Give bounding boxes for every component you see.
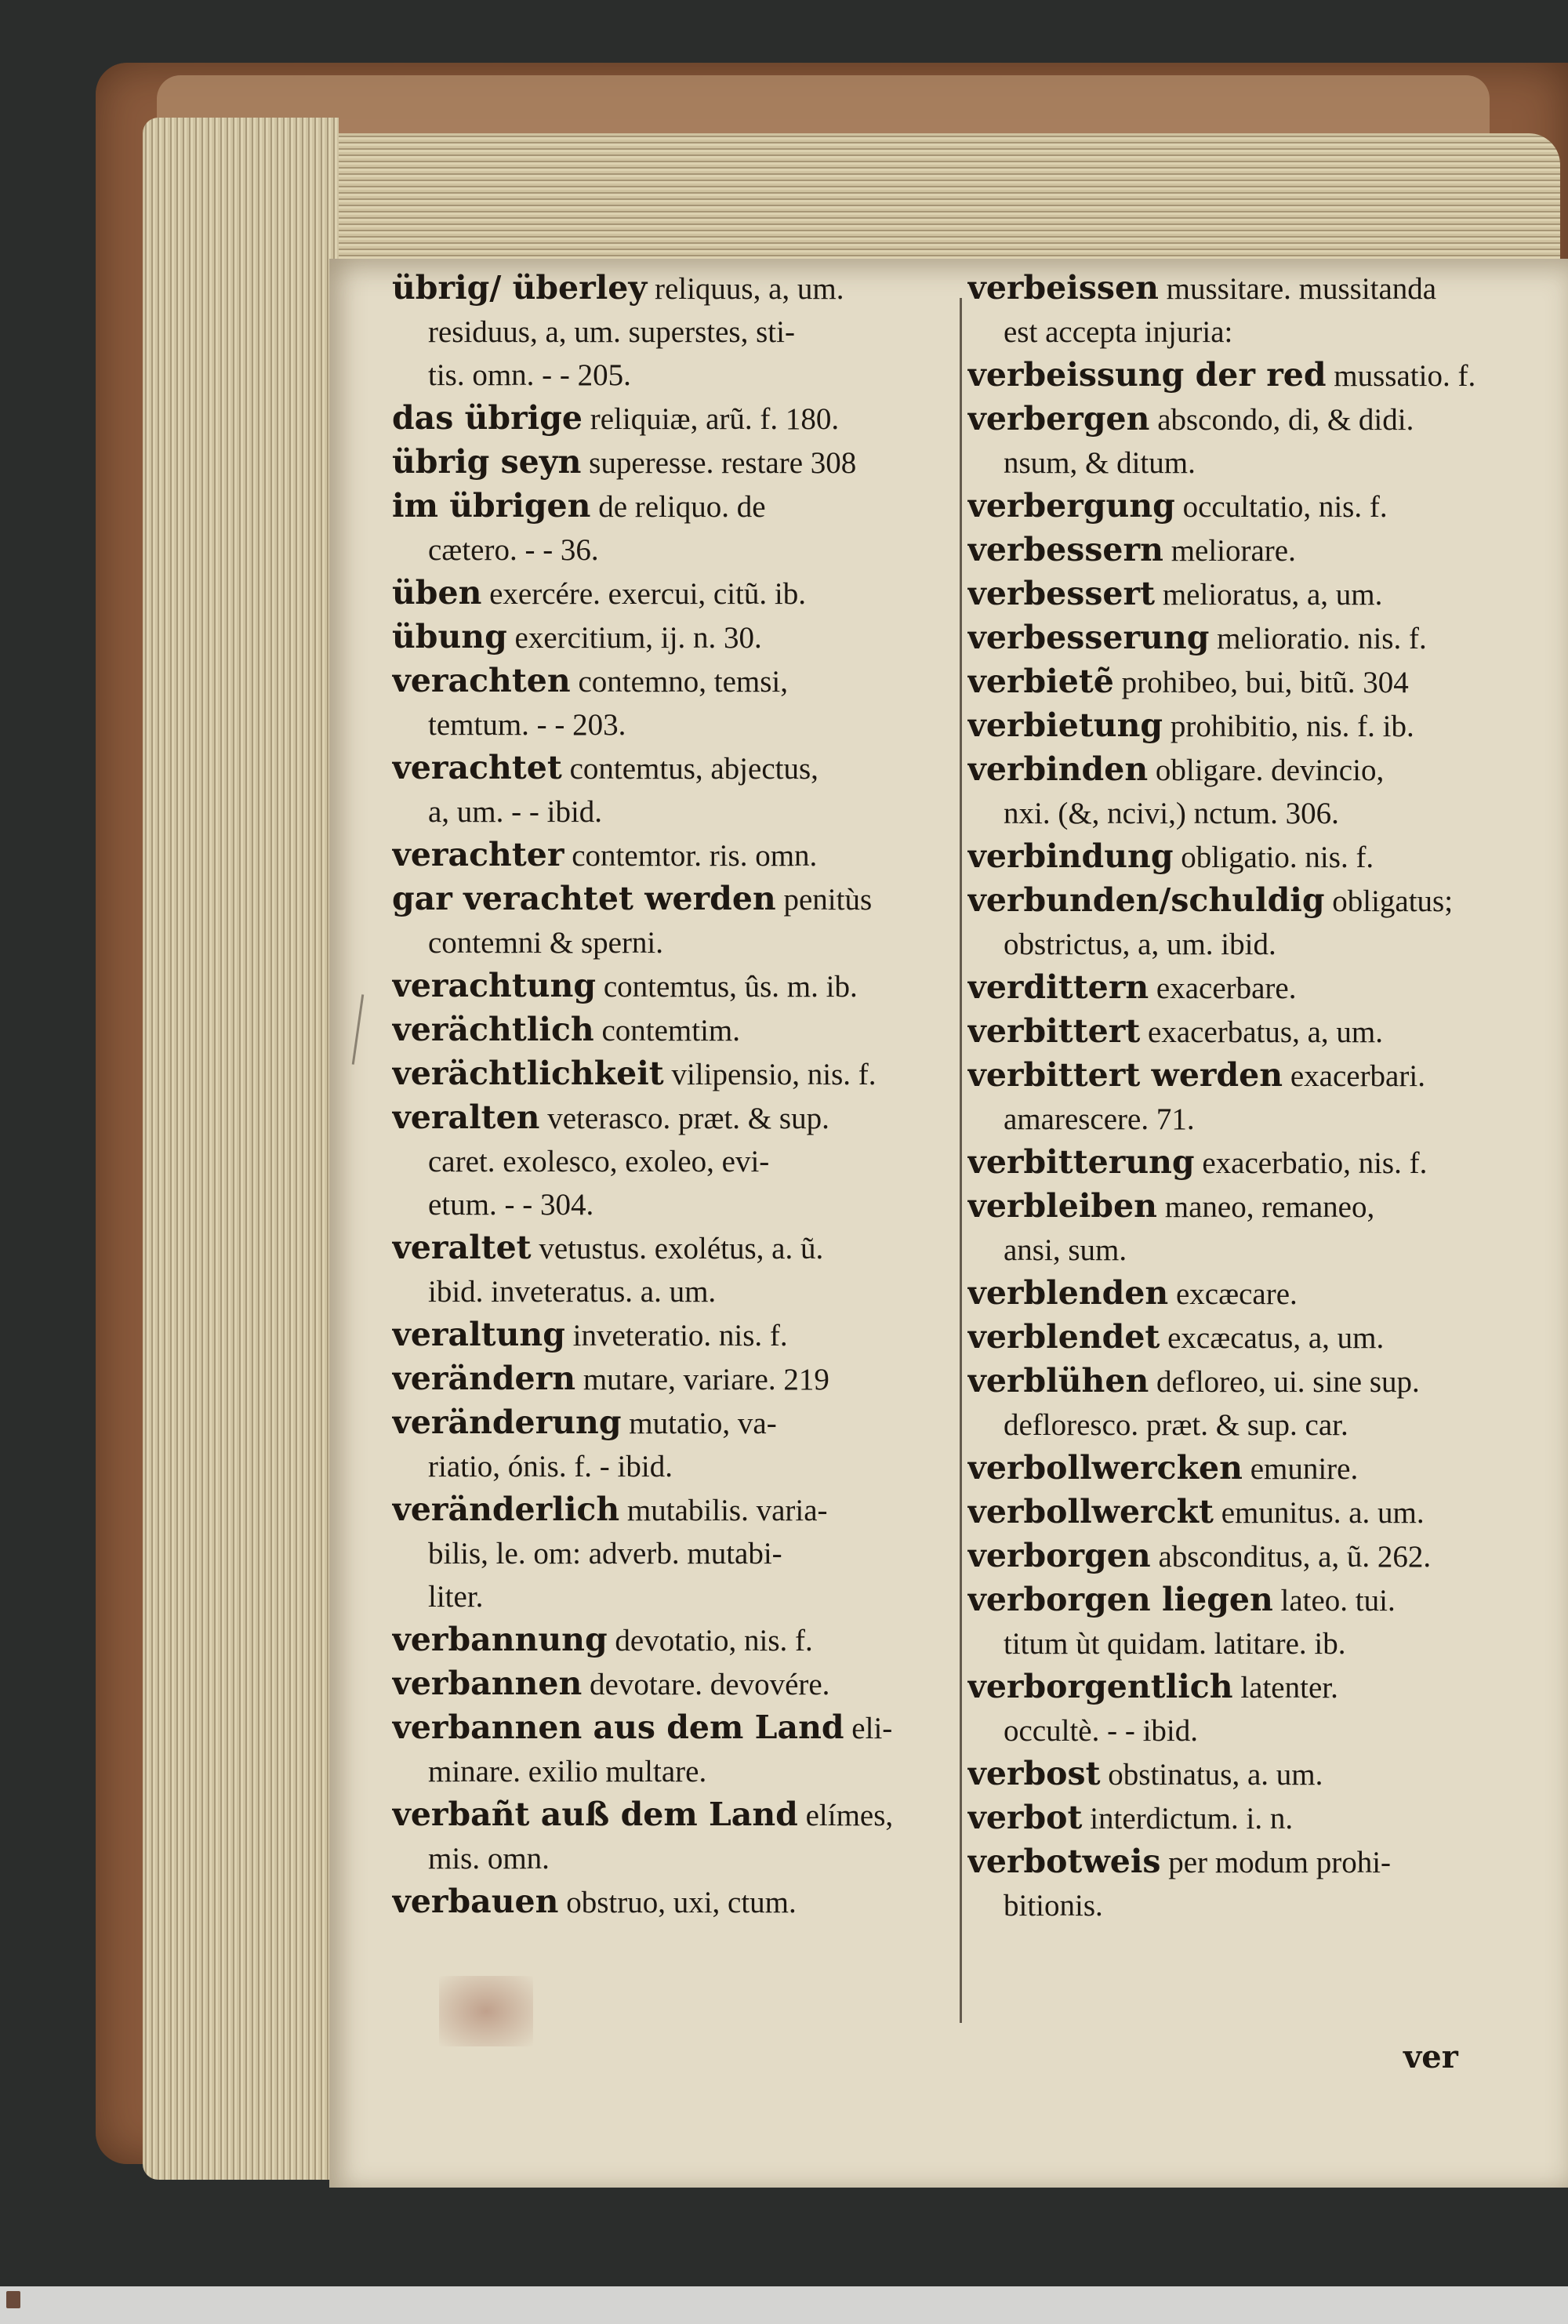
headword: verächtlichkeit: [392, 1055, 664, 1092]
headword: verbittert: [967, 1012, 1141, 1050]
latin-gloss: obligatio. nis. f.: [1173, 841, 1374, 874]
headword: verbessern: [967, 531, 1163, 568]
latin-gloss: mussitare. mussitanda: [1158, 272, 1437, 306]
headword: verblühen: [967, 1362, 1149, 1400]
dictionary-entry: [967, 441, 1560, 485]
headword: verächtlich: [392, 1011, 594, 1048]
headword: verbietẽ: [967, 663, 1114, 700]
headword: verachtet: [392, 749, 562, 786]
latin-gloss: exacerbatio, nis. f.: [1194, 1146, 1428, 1180]
dictionary-entry: [392, 921, 956, 964]
latin-gloss: etum. - - 304.: [428, 1188, 594, 1222]
dictionary-entry: [967, 835, 1560, 879]
latin-gloss: residuus, a, um. superstes, sti-: [428, 315, 795, 349]
headword: verbessert: [967, 575, 1156, 612]
headword: verborgen: [967, 1537, 1151, 1574]
latin-gloss: reliquiæ, arũ. f. 180.: [583, 402, 840, 436]
dictionary-entry: [392, 485, 956, 528]
headword: verbinden: [967, 750, 1149, 788]
dictionary-entry: [967, 1054, 1560, 1098]
latin-gloss: contemno, temsi,: [570, 665, 788, 699]
latin-gloss: a, um. - - ibid.: [428, 795, 603, 829]
headword: üben: [392, 574, 482, 612]
latin-gloss: emunire.: [1242, 1452, 1359, 1486]
latin-gloss: lateo. tui.: [1272, 1584, 1396, 1618]
headword: gar verachtet werden: [392, 880, 776, 917]
dictionary-entry: [967, 1709, 1560, 1752]
latin-gloss: titum ùt quidam. latitare. ib.: [1004, 1627, 1346, 1661]
latin-gloss: elímes,: [797, 1799, 894, 1832]
dictionary-entry: [967, 1141, 1560, 1185]
latin-gloss: obligare. devincio,: [1148, 753, 1385, 787]
latin-gloss: obstrictus, a, um. ibid.: [1004, 928, 1276, 961]
dictionary-entry: [392, 1532, 956, 1575]
dictionary-entry: [967, 1010, 1560, 1054]
dictionary-entry: [392, 1096, 956, 1140]
headword: verbunden/schuldig: [967, 881, 1325, 919]
dictionary-entry: [967, 1491, 1560, 1534]
latin-gloss: maneo, remaneo,: [1156, 1190, 1375, 1224]
dictionary-entry: [967, 354, 1560, 398]
headword: verbleiben: [967, 1187, 1157, 1225]
headword: das übrige: [392, 399, 583, 437]
latin-gloss: absconditus, a, ũ. 262.: [1150, 1540, 1432, 1574]
latin-gloss: devotatio, nis. f.: [607, 1624, 813, 1658]
dictionary-entry: [967, 1272, 1560, 1316]
dictionary-entry: [967, 792, 1560, 835]
dictionary-entry: [392, 310, 956, 354]
headword: verborgentlich: [967, 1668, 1233, 1705]
latin-gloss: abscondo, di, & didi.: [1149, 403, 1414, 437]
latin-gloss: cætero. - - 36.: [428, 533, 599, 567]
dictionary-entry: [392, 1575, 956, 1618]
latin-gloss: contemni & sperni.: [428, 926, 664, 960]
dictionary-entry: [967, 1229, 1560, 1272]
latin-gloss: caret. exolesco, exoleo, evi-: [428, 1145, 770, 1178]
latin-gloss: temtum. - - 203.: [428, 708, 626, 742]
latin-gloss: contemtor. ris. omn.: [564, 839, 818, 873]
dictionary-entry: [392, 790, 956, 833]
headword: veränderung: [392, 1403, 622, 1441]
latin-gloss: exacerbare.: [1149, 971, 1297, 1005]
dictionary-entry: [967, 1578, 1560, 1622]
latin-gloss: latenter.: [1232, 1671, 1338, 1705]
latin-gloss: nxi. (&, ncivi,) nctum. 306.: [1004, 797, 1339, 830]
headword: übrig/ überley: [392, 269, 648, 307]
latin-gloss: meliorare.: [1163, 534, 1296, 568]
latin-gloss: per modum prohi-: [1160, 1846, 1392, 1879]
headword: verborgen liegen: [967, 1581, 1273, 1618]
headword: verbot: [967, 1799, 1083, 1836]
latin-gloss: mutare, variare. 219: [575, 1363, 829, 1396]
dictionary-entry: [967, 1403, 1560, 1447]
dictionary-entry: [392, 1618, 956, 1662]
dictionary-entry: [967, 1840, 1560, 1884]
dictionary-entry: [392, 441, 956, 485]
dictionary-entry: [392, 877, 956, 921]
headword: verbost: [967, 1755, 1101, 1792]
dictionary-entry: [967, 660, 1560, 704]
latin-gloss: tis. omn. - - 205.: [428, 358, 631, 392]
page-stain: [439, 1976, 533, 2046]
dictionary-entry: [967, 1796, 1560, 1840]
headword: verbergen: [967, 400, 1150, 438]
latin-gloss: nsum, & ditum.: [1004, 446, 1196, 480]
latin-gloss: vetustus. exolétus, a. ũ.: [531, 1232, 824, 1265]
headword: verbindung: [967, 837, 1174, 875]
dictionary-entry: [392, 1226, 956, 1270]
latin-gloss: prohibitio, nis. f. ib.: [1163, 710, 1414, 743]
headword: verbergung: [967, 487, 1175, 525]
dictionary-entry: [392, 659, 956, 703]
column-divider: [960, 298, 962, 2023]
page-block-side: [143, 118, 339, 2180]
dictionary-entry: [967, 879, 1560, 923]
dictionary-entry: [392, 1313, 956, 1357]
latin-gloss: obligatus;: [1324, 884, 1454, 918]
right-column: [967, 267, 1560, 1927]
headword: verachter: [392, 836, 564, 873]
dictionary-entry: [392, 1270, 956, 1313]
dictionary-entry: [392, 267, 956, 310]
dictionary-entry: [967, 966, 1560, 1010]
latin-gloss: prohibeo, bui, bitũ. 304: [1113, 666, 1409, 699]
dictionary-entry: [392, 1401, 956, 1445]
latin-gloss: mis. omn.: [428, 1842, 550, 1876]
dictionary-entry: [967, 1185, 1560, 1229]
latin-gloss: exacerbatus, a, um.: [1140, 1015, 1383, 1049]
latin-gloss: defloresco. præt. & sup. car.: [1004, 1408, 1348, 1442]
latin-gloss: eli-: [844, 1712, 893, 1745]
headword: veränderlich: [392, 1491, 620, 1528]
dictionary-entry: [967, 923, 1560, 966]
headword: veraltung: [392, 1316, 565, 1353]
latin-gloss: occultè. - - ibid.: [1004, 1714, 1198, 1748]
dictionary-entry: [967, 704, 1560, 748]
dictionary-entry: [392, 1880, 956, 1924]
dictionary-entry: [392, 1183, 956, 1226]
latin-gloss: vilipensio, nis. f.: [663, 1058, 877, 1091]
dictionary-entry: [392, 1837, 956, 1880]
dictionary-entry: [967, 398, 1560, 441]
dictionary-entry: [392, 1445, 956, 1488]
latin-gloss: melioratio. nis. f.: [1209, 622, 1427, 655]
dictionary-entry: [967, 1316, 1560, 1360]
headword: verbeissung der red: [967, 356, 1327, 394]
dictionary-entry: [967, 485, 1560, 528]
headword: verändern: [392, 1360, 576, 1397]
dictionary-entry: [392, 1140, 956, 1183]
latin-gloss: bilis, le. om: adverb. mutabi-: [428, 1537, 782, 1571]
headword: verbitterung: [967, 1143, 1195, 1181]
latin-gloss: minare. exilio multare.: [428, 1755, 707, 1788]
latin-gloss: exercére. exercui, citũ. ib.: [481, 577, 806, 611]
dictionary-entry: [392, 1488, 956, 1532]
latin-gloss: penitùs: [775, 883, 873, 917]
latin-gloss: devotare. devovére.: [582, 1668, 830, 1701]
dictionary-entry: [967, 572, 1560, 616]
headword: übrig seyn: [392, 443, 582, 481]
latin-gloss: obstruo, uxi, ctum.: [558, 1886, 797, 1919]
dictionary-entry: [967, 528, 1560, 572]
headword: verbannen aus dem Land: [392, 1709, 844, 1746]
dictionary-entry: [967, 310, 1560, 354]
dictionary-entry: [392, 615, 956, 659]
headword: veraltet: [392, 1229, 532, 1266]
dictionary-entry: [967, 1534, 1560, 1578]
dictionary-entry: [967, 1447, 1560, 1491]
dictionary-entry: [967, 267, 1560, 310]
headword: übung: [392, 618, 507, 655]
dictionary-entry: [392, 833, 956, 877]
latin-gloss: de reliquo. de: [590, 490, 766, 524]
latin-gloss: occultatio, nis. f.: [1174, 490, 1388, 524]
dictionary-entry: [967, 1884, 1560, 1927]
latin-gloss: ansi, sum.: [1004, 1233, 1127, 1267]
dictionary-entry: [967, 1665, 1560, 1709]
dictionary-entry: [392, 1662, 956, 1706]
latin-gloss: excæcatus, a, um.: [1160, 1321, 1385, 1355]
dictionary-entry: [392, 1052, 956, 1096]
latin-gloss: melioratus, a, um.: [1155, 578, 1383, 612]
viewer-footer-strip: [0, 2286, 1568, 2324]
dictionary-entry: [392, 397, 956, 441]
headword: verbollwercken: [967, 1449, 1243, 1487]
latin-gloss: mutatio, va-: [621, 1407, 777, 1440]
dictionary-entry: [967, 1098, 1560, 1141]
catchword: ver: [1403, 2039, 1458, 2075]
latin-gloss: contemtus, ûs. m. ib.: [596, 970, 858, 1004]
headword: verbollwerckt: [967, 1493, 1214, 1531]
latin-gloss: liter.: [428, 1580, 484, 1614]
latin-gloss: obstinatus, a. um.: [1100, 1758, 1323, 1792]
headword: verbietung: [967, 706, 1163, 744]
headword: verbannen: [392, 1665, 583, 1702]
headword: verachten: [392, 662, 571, 699]
headword: verbeissen: [967, 269, 1159, 307]
latin-gloss: contemtim.: [593, 1014, 741, 1048]
dictionary-entry: [967, 1360, 1560, 1403]
headword: verbannung: [392, 1621, 608, 1658]
dictionary-entry: [967, 616, 1560, 660]
latin-gloss: contemtus, abjectus,: [561, 752, 818, 786]
latin-gloss: exercitium, ij. n. 30.: [506, 621, 762, 655]
page-block-top: [180, 133, 1560, 274]
dictionary-entry: [392, 528, 956, 572]
headword: verbesserung: [967, 619, 1210, 656]
headword: verblenden: [967, 1274, 1169, 1312]
latin-gloss: bitionis.: [1004, 1889, 1103, 1923]
dictionary-entry: [392, 1008, 956, 1052]
dictionary-entry: [392, 746, 956, 790]
headword: verbittert werden: [967, 1056, 1283, 1094]
headword: im übrigen: [392, 487, 591, 525]
headword: verdittern: [967, 968, 1149, 1006]
latin-gloss: defloreo, ui. sine sup.: [1149, 1365, 1420, 1399]
dictionary-entry: [392, 1750, 956, 1793]
dictionary-entry: [392, 1706, 956, 1750]
dictionary-entry: [392, 572, 956, 615]
headword: verbañt auß dem Land: [392, 1796, 798, 1833]
latin-gloss: inveteratio. nis. f.: [564, 1319, 788, 1353]
library-logo-icon: [3, 2291, 24, 2319]
latin-gloss: mutabilis. varia-: [619, 1494, 828, 1527]
latin-gloss: exacerbari.: [1283, 1059, 1425, 1093]
latin-gloss: excæcare.: [1168, 1277, 1298, 1311]
book-cover-top: [157, 75, 1490, 138]
dictionary-entry: [392, 703, 956, 746]
headword: verachtung: [392, 967, 597, 1004]
left-column: [392, 267, 956, 1924]
latin-gloss: est accepta injuria:: [1004, 315, 1233, 349]
headword: verblendet: [967, 1318, 1160, 1356]
latin-gloss: mussatio. f.: [1326, 359, 1476, 393]
latin-gloss: veterasco. præt. & sup.: [539, 1102, 829, 1135]
dictionary-entry: [967, 1752, 1560, 1796]
latin-gloss: interdictum. i. n.: [1082, 1802, 1294, 1836]
headword: verbotweis: [967, 1843, 1161, 1880]
dictionary-entry: [392, 1793, 956, 1837]
headword: verbauen: [392, 1883, 559, 1920]
headword: veralten: [392, 1098, 540, 1136]
latin-gloss: emunitus. a. um.: [1213, 1496, 1425, 1530]
dictionary-entry: [967, 1622, 1560, 1665]
dictionary-entry: [392, 1357, 956, 1401]
latin-gloss: amarescere. 71.: [1004, 1102, 1195, 1136]
dictionary-entry: [392, 354, 956, 397]
latin-gloss: superesse. restare 308: [581, 446, 857, 480]
latin-gloss: ibid. inveteratus. a. um.: [428, 1275, 717, 1309]
latin-gloss: reliquus, a, um.: [647, 272, 844, 306]
dictionary-entry: [967, 748, 1560, 792]
latin-gloss: riatio, ónis. f. - ibid.: [428, 1450, 673, 1483]
dictionary-entry: [392, 964, 956, 1008]
